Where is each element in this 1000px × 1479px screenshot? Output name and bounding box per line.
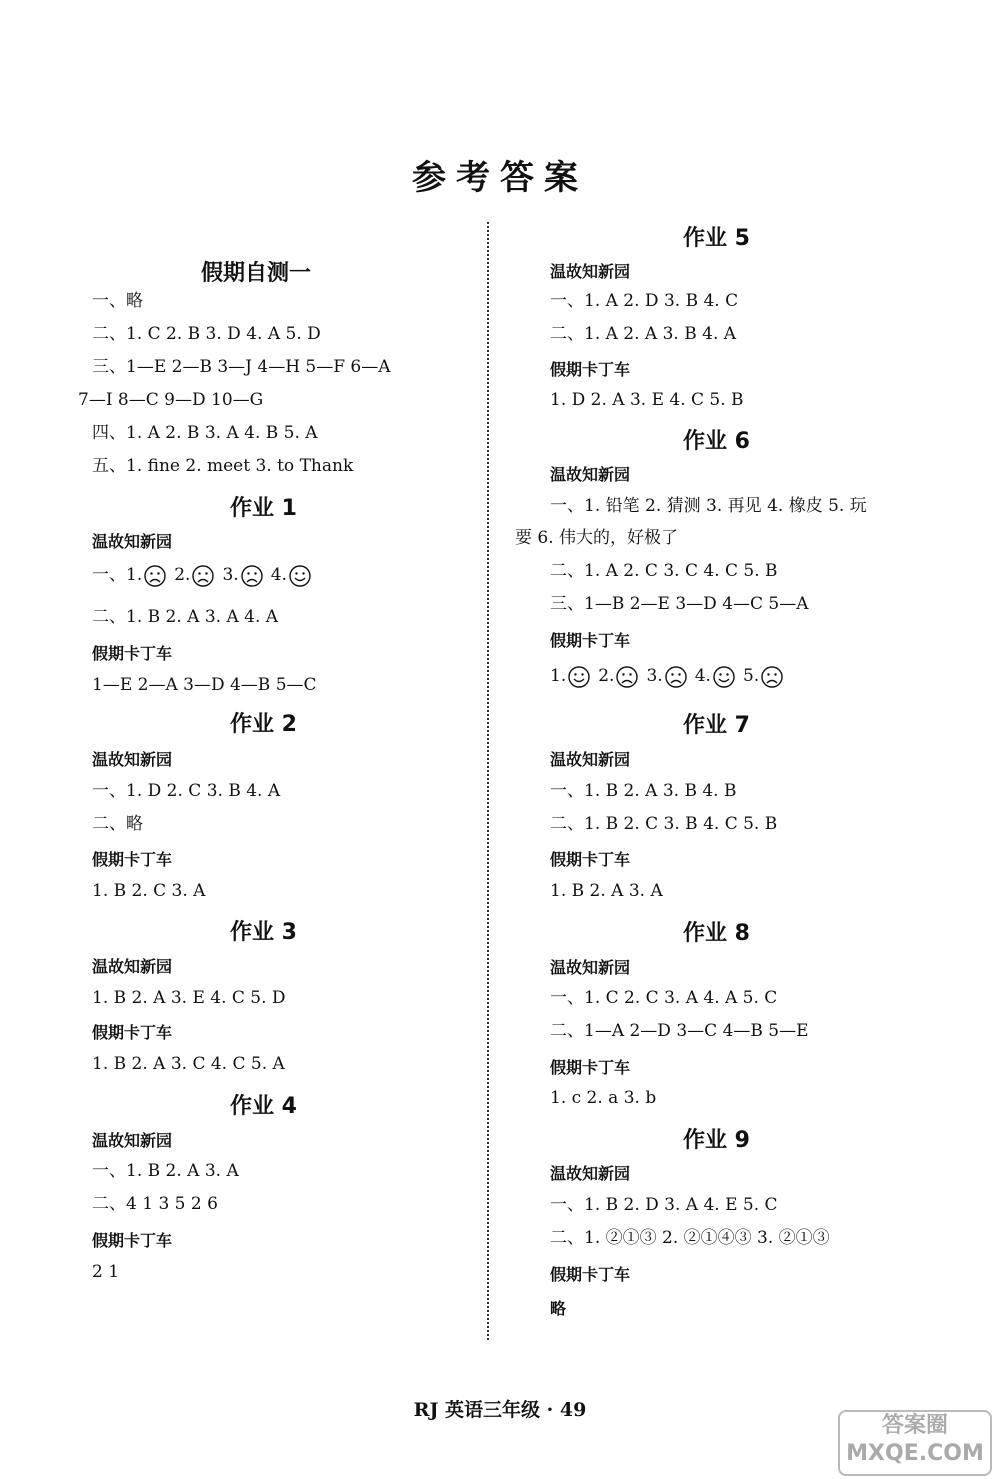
answer-line: 三、1—E 2—B 3—J 4—H 5—F 6—A [92, 357, 391, 377]
subsection-title: 温故知新园 [92, 957, 173, 976]
face-number: 1. [126, 565, 143, 585]
answer-line: 一、1. B 2. A 3. A [92, 1161, 239, 1181]
subsection-title: 假期卡丁车 [550, 1265, 631, 1284]
subsection-title: 假期卡丁车 [550, 850, 631, 869]
face-number: 4. [694, 666, 711, 686]
face-number: 4. [270, 565, 287, 585]
face-number: 2. [598, 666, 615, 686]
section-heading-hw2: 作业 2 [230, 712, 297, 737]
subsection-title: 假期卡丁车 [92, 644, 173, 663]
page-footer: RJ 英语三年级 · 49 [413, 1399, 587, 1421]
face-answer [598, 666, 646, 686]
watermark-line: MXQE.COM [846, 1441, 984, 1466]
page-title: 参考答案 [412, 158, 588, 198]
subsection-title: 假期卡丁车 [92, 850, 173, 869]
column-divider [487, 222, 489, 1340]
sad-face-icon [663, 666, 695, 686]
smiley-face-icon [711, 666, 743, 686]
answer-line: 1. D 2. A 3. E 4. C 5. B [550, 390, 744, 410]
subsection-title: 假期卡丁车 [550, 360, 631, 379]
answer-line: 二、略 [92, 814, 143, 834]
face-answer [222, 565, 270, 585]
face-answer [743, 666, 791, 686]
face-number: 2. [174, 565, 191, 585]
watermark-line: 答案圈 [881, 1413, 948, 1438]
sad-face-icon [759, 666, 791, 686]
answer-line: 略 [550, 1299, 567, 1318]
face-answer [646, 666, 694, 686]
face-number: 5. [742, 666, 760, 686]
subsection-title: 假期卡丁车 [550, 1058, 631, 1077]
answer-line: 1. B 2. A 3. C 4. C 5. A [92, 1054, 285, 1074]
face-answers-row [92, 564, 319, 587]
subsection-title: 温故知新园 [550, 1164, 631, 1183]
subsection-title: 温故知新园 [550, 465, 631, 484]
section-heading-hw3: 作业 3 [230, 920, 297, 945]
answer-line: 1. B 2. C 3. A [92, 881, 206, 901]
section-heading-hw7: 作业 7 [683, 713, 750, 738]
answer-line: 二、1. A 2. C 3. C 4. C 5. B [550, 561, 778, 581]
answer-line: 一、1. C 2. C 3. A 4. A 5. C [550, 988, 778, 1008]
section-heading-hw8: 作业 8 [683, 921, 750, 946]
face-answer [174, 565, 222, 585]
answer-line: 二、1. B 2. C 3. B 4. C 5. B [550, 814, 778, 834]
smiley-face-icon [566, 666, 598, 686]
answer-line: 四、1. A 2. B 3. A 4. B 5. A [92, 423, 318, 443]
face-answer [550, 666, 598, 686]
answer-line: 1. B 2. A 3. E 4. C 5. D [92, 988, 286, 1008]
answer-line: 一、略 [92, 291, 143, 311]
answer-line: 1. c 2. a 3. b [550, 1088, 657, 1108]
answer-line: 一、1. D 2. C 3. B 4. A [92, 781, 281, 801]
answer-line: 一、1. B 2. A 3. B 4. B [550, 781, 737, 801]
subsection-title: 温故知新园 [550, 750, 631, 769]
face-number: 1. [550, 666, 567, 686]
subsection-title: 温故知新园 [92, 750, 173, 769]
section-heading-hw5: 作业 5 [683, 226, 750, 251]
subsection-title: 温故知新园 [550, 262, 631, 281]
sad-face-icon [142, 565, 174, 585]
sad-face-icon [239, 565, 271, 585]
section-heading-test: 假期自测一 [201, 261, 312, 286]
answer-line: 1—E 2—A 3—D 4—B 5—C [92, 675, 317, 695]
face-number: 3. [222, 565, 239, 585]
face-answers-row [550, 665, 791, 688]
answer-line: 一、1. B 2. D 3. A 4. E 5. C [550, 1195, 778, 1215]
subsection-title: 温故知新园 [550, 958, 631, 977]
section-heading-hw1: 作业 1 [230, 496, 297, 521]
answer-line: 三、1—B 2—E 3—D 4—C 5—A [550, 594, 809, 614]
face-answer [695, 666, 743, 686]
answer-line: 二、1. B 2. A 3. A 4. A [92, 607, 279, 627]
answer-line: 二、1. A 2. A 3. B 4. A [550, 324, 737, 344]
answer-line: 一、1. A 2. D 3. B 4. C [550, 291, 739, 311]
subsection-title: 温故知新园 [92, 1131, 173, 1150]
subsection-title: 温故知新园 [92, 532, 173, 551]
subsection-title: 假期卡丁车 [550, 631, 631, 650]
face-answer [126, 565, 174, 585]
watermark-logo [838, 1410, 992, 1476]
answer-line: 7—I 8—C 9—D 10—G [78, 390, 264, 410]
section-heading-hw6: 作业 6 [683, 429, 750, 454]
sad-face-icon [190, 565, 222, 585]
section-heading-hw9: 作业 9 [683, 1128, 750, 1153]
answer-line: 五、1. fine 2. meet 3. to Thank [92, 456, 354, 476]
answer-line: 2 1 [92, 1262, 120, 1282]
answer-line: 二、4 1 3 5 2 6 [92, 1194, 218, 1214]
answer-line: 二、1. C 2. B 3. D 4. A 5. D [92, 324, 321, 344]
answer-line: 1. B 2. A 3. A [550, 881, 663, 901]
subsection-title: 假期卡丁车 [92, 1231, 173, 1250]
section-heading-hw4: 作业 4 [230, 1094, 297, 1119]
face-answer [271, 565, 319, 585]
answer-line: 要 6. 伟大的，好极了 [515, 528, 679, 548]
answer-line: 一、1. 铅笔 2. 猜测 3. 再见 4. 橡皮 5. 玩 [550, 496, 867, 516]
face-number: 3. [646, 666, 663, 686]
smiley-face-icon [287, 565, 319, 585]
answer-prefix: 一、 [92, 565, 126, 585]
answer-line: 二、1—A 2—D 3—C 4—B 5—E [550, 1021, 809, 1041]
subsection-title: 假期卡丁车 [92, 1023, 173, 1042]
answer-line: 二、1. ②①③ 2. ②①④③ 3. ②①③ [550, 1228, 830, 1248]
sad-face-icon [614, 666, 646, 686]
